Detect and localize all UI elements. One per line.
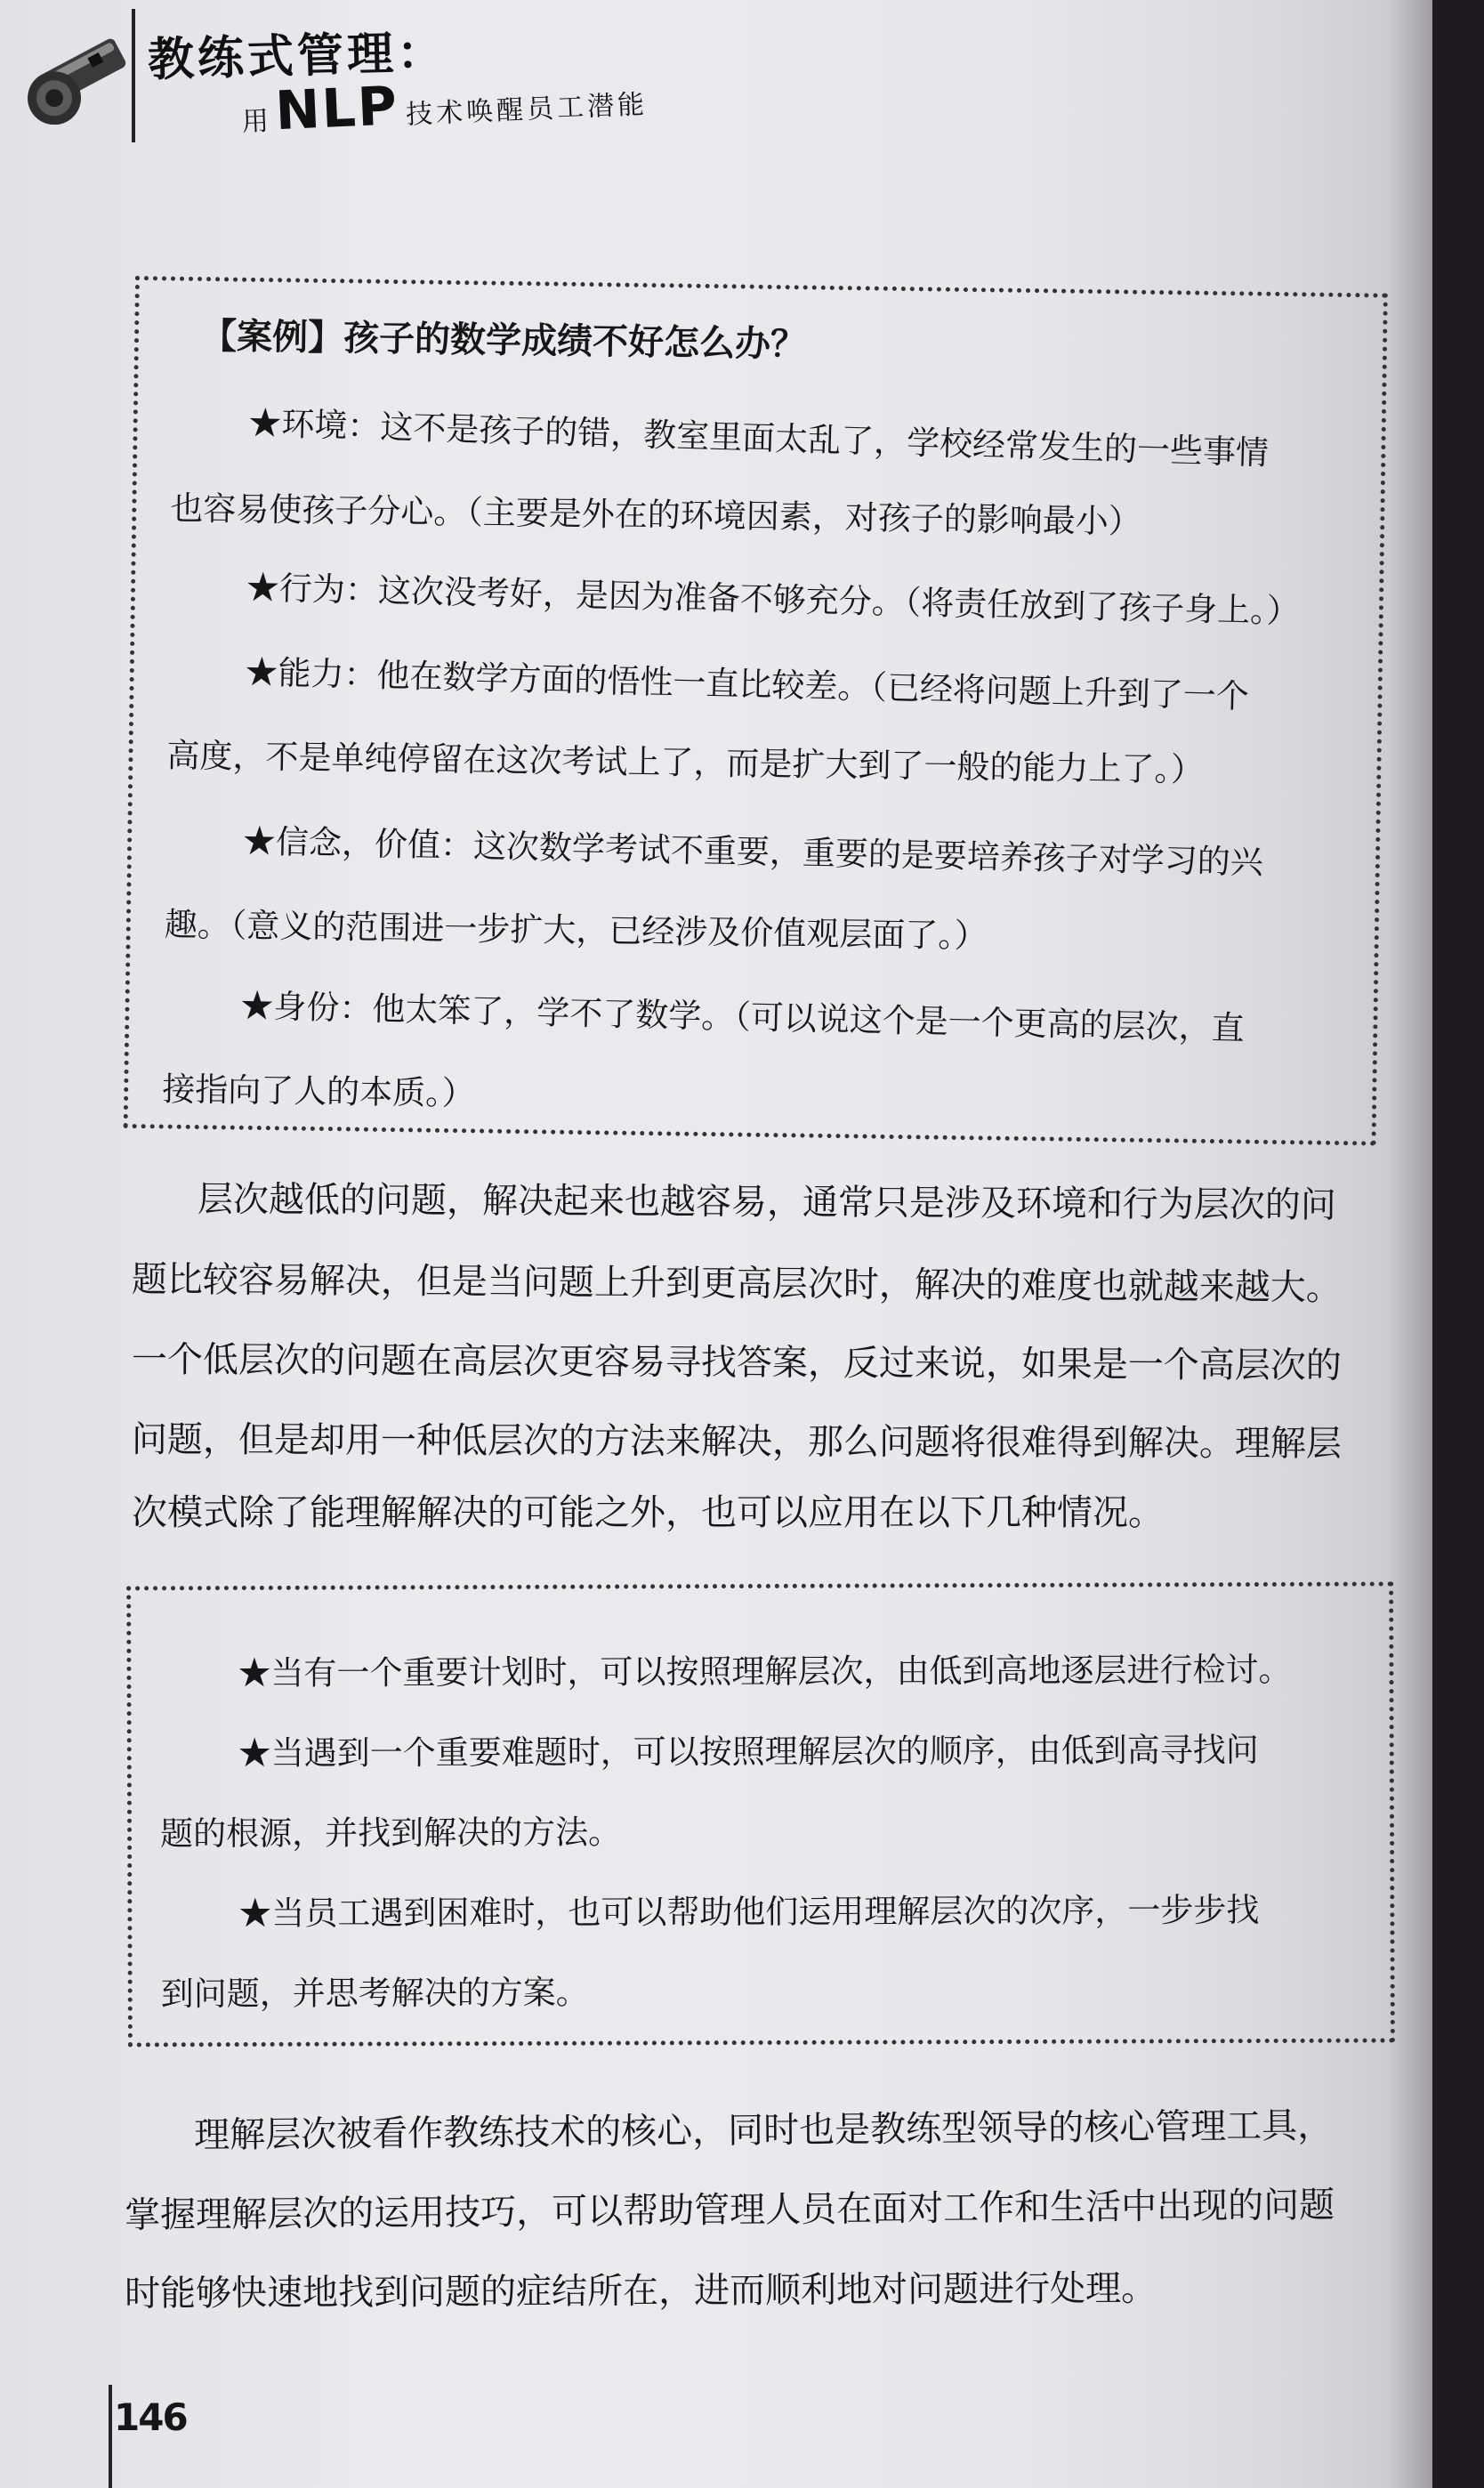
- tip-line: ★当遇到一个重要难题时，可以按照理解层次的顺序，由低到高寻找问: [238, 1731, 1259, 1773]
- paragraph2-line: 时能够快速地找到问题的症结所在，进而顺利地对问题进行处理。: [124, 2267, 1157, 2314]
- case-line: ★信念，价值：这次数学考试不重要，重要的是要培养孩子对学习的兴: [242, 821, 1264, 882]
- case-line: 高度，不是单纯停留在这次考试上了，而是扩大到了一般的能力上了。）: [166, 736, 1205, 789]
- subtitle-prefix: 用: [241, 105, 270, 138]
- paragraph1-line: 题比较容易解决，但是当问题上升到更高层次时，解决的难度也就越来越大。: [131, 1259, 1342, 1309]
- paragraph1-line: 一个低层次的问题在高层次更容易寻找答案，反过来说，如果是一个高层次的: [131, 1339, 1342, 1387]
- paragraph1-line: 层次越低的问题，解决起来也越容易，通常只是涉及环境和行为层次的问: [197, 1179, 1336, 1226]
- case-line: 也容易使孩子分心。（主要是外在的环境因素，对孩子的影响最小）: [170, 489, 1142, 541]
- case-line: ★能力：他在数学方面的悟性一直比较差。（已经将问题上升到了一个: [245, 652, 1250, 716]
- tip-line: 题的根源，并找到解决的方法。: [159, 1813, 622, 1854]
- header-divider: [132, 9, 135, 142]
- case-line: 接指向了人的本质。）: [161, 1070, 476, 1113]
- case-title: 【案例】孩子的数学成绩不好怎么办？: [200, 316, 807, 366]
- case-box: [124, 276, 1388, 1146]
- case-line: 趣。（意义的范围进一步扩大，已经涉及价值观层面了。）: [164, 905, 988, 956]
- page-curl-shadow: [1388, 0, 1432, 2488]
- running-header: [0, 0, 890, 151]
- paragraph1-line: 问题，但是却用一种低层次的方法来解决，那么问题将很难得到解决。理解层: [131, 1419, 1343, 1465]
- paragraph2-line: 掌握理解层次的运用技巧，可以帮助管理人员在面对工作和生活中出现的问题: [124, 2185, 1335, 2236]
- tip-line: ★当员工遇到困难时，也可以帮助他们运用理解层次的次序，一步步找: [238, 1891, 1260, 1934]
- whistle-icon: [11, 36, 135, 125]
- tip-line: ★当有一个重要计划时，可以按照理解层次，由低到高地逐层进行检讨。: [238, 1650, 1292, 1693]
- footer-divider: [109, 2385, 112, 2488]
- case-line: ★行为：这次没考好，是因为准备不够充分。（将责任放到了孩子身上。）: [246, 568, 1301, 631]
- page-number: 146: [114, 2395, 187, 2439]
- book-title: 教练式管理：: [147, 26, 448, 87]
- case-line: ★身份：他太笨了，学不了数学。（可以说这个是一个更高的层次，直: [239, 986, 1246, 1048]
- subtitle-brand: NLP: [273, 75, 400, 143]
- tip-line: 到问题，并思考解决的方案。: [160, 1973, 589, 2014]
- tips-box: [126, 1582, 1395, 2048]
- paragraph1-line: 次模式除了能理解解决的可能之外，也可以应用在以下几种情况。: [132, 1492, 1164, 1533]
- paragraph2-line: 理解层次被看作教练技术的核心，同时也是教练型领导的核心管理工具，: [193, 2104, 1334, 2156]
- subtitle-suffix: 技术唤醒员工潜能: [405, 89, 649, 131]
- case-line: ★环境：这不是孩子的错，教室里面太乱了，学校经常发生的一些事情: [247, 403, 1270, 473]
